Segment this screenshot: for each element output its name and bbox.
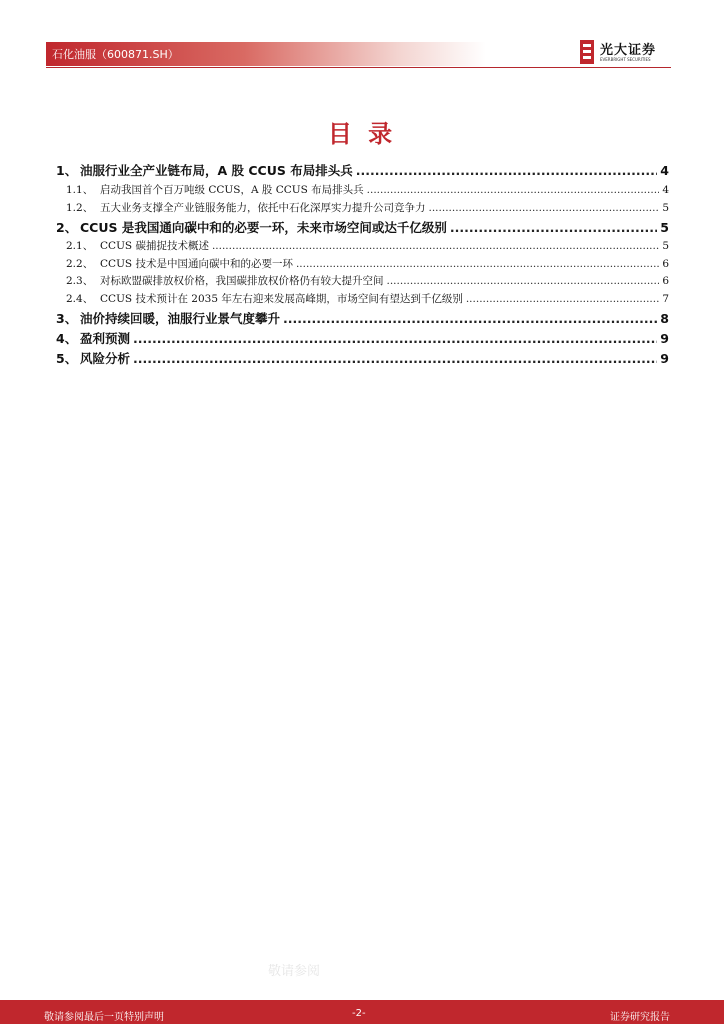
report-type-label: 证券研究报告 xyxy=(610,1012,670,1023)
company-logo xyxy=(578,38,674,68)
toc-entry-text: CCUS 是我国通向碳中和的必要一环，未来市场空间或达千亿级别 xyxy=(80,220,447,235)
toc-entry[interactable] xyxy=(66,256,669,271)
toc-entry-number: 4、 xyxy=(56,331,78,346)
toc-entry-text: 油服行业全产业链布局，A 股 CCUS 布局排头兵 xyxy=(80,163,353,178)
toc-entry[interactable] xyxy=(66,182,669,197)
logo-subtext: EVERBRIGHT SECURITIES xyxy=(600,57,651,62)
toc-entry[interactable] xyxy=(56,349,669,367)
toc-entry-text: 对标欧盟碳排放权价格，我国碳排放权价格仍有较大提升空间 xyxy=(100,275,384,287)
toc-leader-dots xyxy=(356,163,658,178)
toc-leader-dots xyxy=(367,184,660,196)
toc-entry-text: 风险分析 xyxy=(80,351,131,366)
toc-entry[interactable] xyxy=(56,309,669,327)
logo-mark-icon xyxy=(578,38,596,66)
toc-entry-page: 5 xyxy=(660,220,669,235)
toc-entry-page: 4 xyxy=(662,184,669,196)
toc-entry-page: 5 xyxy=(662,240,669,252)
toc-entry[interactable] xyxy=(66,238,669,253)
footer-disclaimer: 敬请参阅最后一页特别声明 xyxy=(44,1012,164,1023)
toc-entry-text: CCUS 碳捕捉技术概述 xyxy=(100,240,209,252)
toc-entry-text: CCUS 技术是中国通向碳中和的必要一环 xyxy=(100,258,293,270)
toc-entry-page: 8 xyxy=(660,311,669,326)
toc-entry-text: 五大业务支撑全产业链服务能力，依托中石化深厚实力提升公司竞争力 xyxy=(100,202,426,214)
logo-text: 光大证券 xyxy=(600,43,657,58)
toc-entry-page: 7 xyxy=(662,293,669,305)
toc-title: 目 录 xyxy=(327,120,397,148)
page-number: -2- xyxy=(352,1008,366,1019)
toc-entry-page: 4 xyxy=(660,163,669,178)
toc-leader-dots xyxy=(212,240,659,252)
toc-entry[interactable] xyxy=(66,273,669,288)
toc-leader-dots xyxy=(296,258,659,270)
toc-entry-number: 1.1、 xyxy=(66,184,94,196)
toc-entry-number: 2.4、 xyxy=(66,293,94,305)
toc-entry-page: 9 xyxy=(660,351,669,366)
toc-leader-dots xyxy=(466,293,659,305)
toc-entry-number: 2.2、 xyxy=(66,258,94,270)
watermark: 敬请参阅 xyxy=(268,964,321,979)
toc-leader-dots xyxy=(283,311,657,326)
toc-leader-dots xyxy=(429,202,660,214)
stock-name-label: 石化油服（600871.SH） xyxy=(52,48,179,61)
toc-entry-number: 1、 xyxy=(56,163,78,178)
toc-leader-dots xyxy=(387,275,660,287)
toc-entry-text: 盈利预测 xyxy=(80,331,131,346)
toc-leader-dots xyxy=(133,331,657,346)
toc-entry-text: 启动我国首个百万吨级 CCUS，A 股 CCUS 布局排头兵 xyxy=(100,184,364,196)
toc-leader-dots xyxy=(450,220,657,235)
toc-entry-number: 1.2、 xyxy=(66,202,94,214)
toc-entry[interactable] xyxy=(66,200,669,215)
toc-entry-text: CCUS 技术预计在 2035 年左右迎来发展高峰期，市场空间有望达到千亿级别 xyxy=(100,293,463,305)
toc-entry-number: 2、 xyxy=(56,220,78,235)
toc-entry[interactable] xyxy=(56,329,669,347)
toc-entry-number: 2.1、 xyxy=(66,240,94,252)
toc-leader-dots xyxy=(133,351,657,366)
toc-entry-page: 9 xyxy=(660,331,669,346)
toc-entry-page: 6 xyxy=(662,258,669,270)
toc-entry-page: 5 xyxy=(662,202,669,214)
toc-entry-text: 油价持续回暖，油服行业景气度攀升 xyxy=(80,311,281,326)
toc-entry[interactable] xyxy=(66,291,669,306)
toc-entry[interactable] xyxy=(56,218,669,236)
toc-entry-number: 5、 xyxy=(56,351,78,366)
toc-entry-number: 2.3、 xyxy=(66,275,94,287)
toc-entry-number: 3、 xyxy=(56,311,78,326)
toc-entry-page: 6 xyxy=(662,275,669,287)
toc-entry[interactable] xyxy=(56,161,669,179)
